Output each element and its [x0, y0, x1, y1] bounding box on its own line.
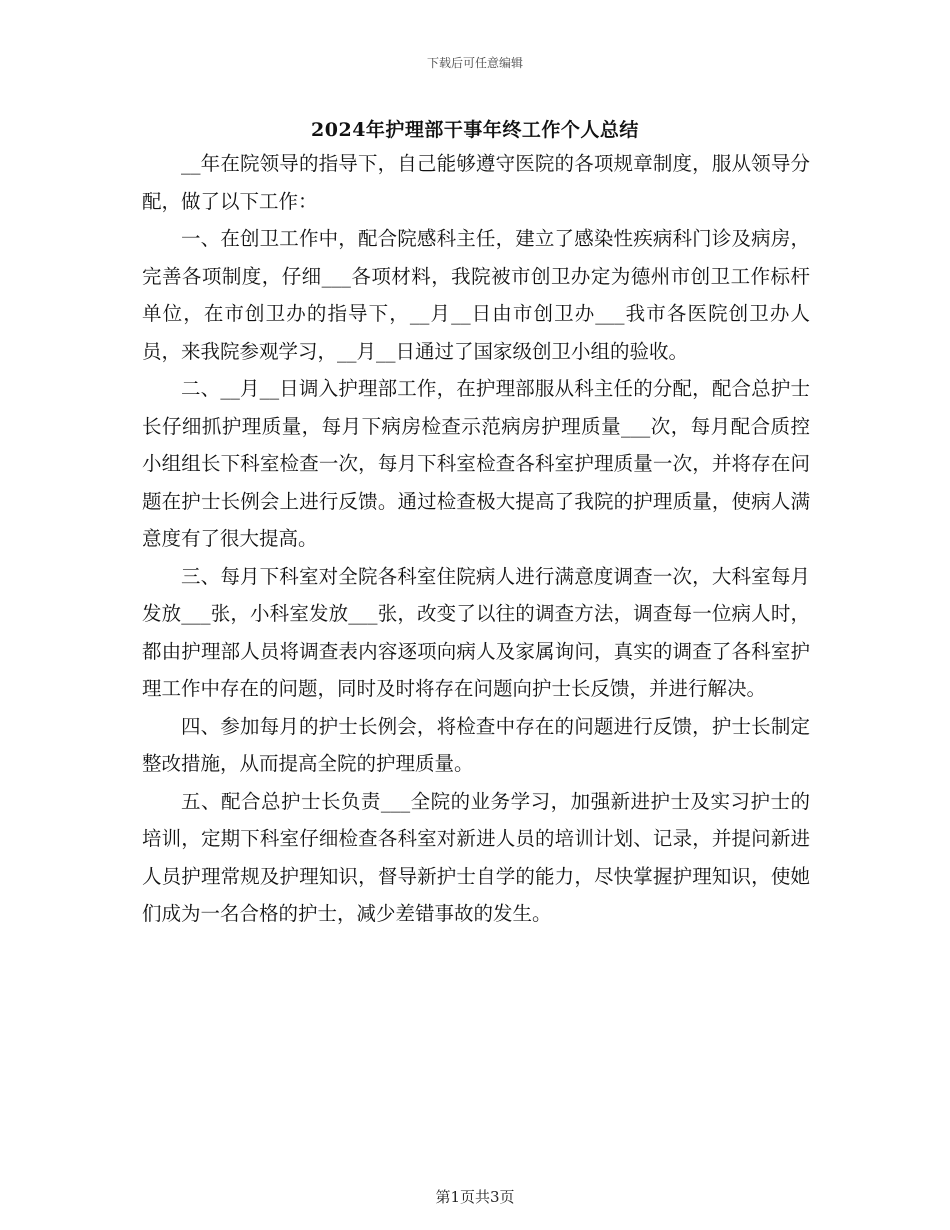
page-indicator: 第1页共3页 [435, 1188, 515, 1206]
document-body [142, 145, 810, 933]
paragraph-item-1: 一、在创卫工作中，配合院感科主任，建立了感染性疾病科门诊及病房，完善各项制度，仔细___各项材料，我院被市创卫办定为德州市创卫工作标杆单位，在市创卫办的指导下，__月__日由市创卫办___我市各医院创卫办人员，来我院参观学习，__月__日通过了国家级创卫小组的验收。 [142, 227, 810, 363]
paragraph-item-5: 五、配合总护士长负责___全院的业务学习，加强新进护士及实习护士的培训，定期下科室仔细检查各科室对新进人员的培训计划、记录，并提问新进人员护理常规及护理知识，督导新护士自学的能力，尽快掌握护理知识，使她们成为一名合格的护士，减少差错事故的发生。 [142, 789, 810, 925]
paragraph-item-2: 二、__月__日调入护理部工作，在护理部服从科主任的分配，配合总护士长仔细抓护理质量，每月下病房检查示范病房护理质量___次，每月配合质控小组组长下科室检查一次，每月下科室检查各科室护理质量一次，并将存在问题在护士长例会上进行反馈。通过检查极大提高了我院的护理质量，使病人满意度有了很大提高。 [142, 377, 810, 550]
document-title: 2024年护理部干事年终工作个人总结 [311, 119, 639, 141]
download-note: 下载后可任意编辑 [426, 56, 523, 70]
paragraph-item-3: 三、每月下科室对全院各科室住院病人进行满意度调查一次，大科室每月发放___张，小科室发放___张，改变了以往的调查方法，调查每一位病人时，都由护理部人员将调查表内容逐项向病人及家属询问，真实的调查了各科室护理工作中存在的问题，同时及时将存在问题向护士长反馈，并进行解决。 [142, 564, 810, 700]
paragraph-item-4: 四、参加每月的护士长例会，将检查中存在的问题进行反馈，护士长制定整改措施，从而提高全院的护理质量。 [142, 714, 810, 775]
paragraph-intro: __年在院领导的指导下，自己能够遵守医院的各项规章制度，服从领导分配，做了以下工作： [142, 152, 810, 213]
